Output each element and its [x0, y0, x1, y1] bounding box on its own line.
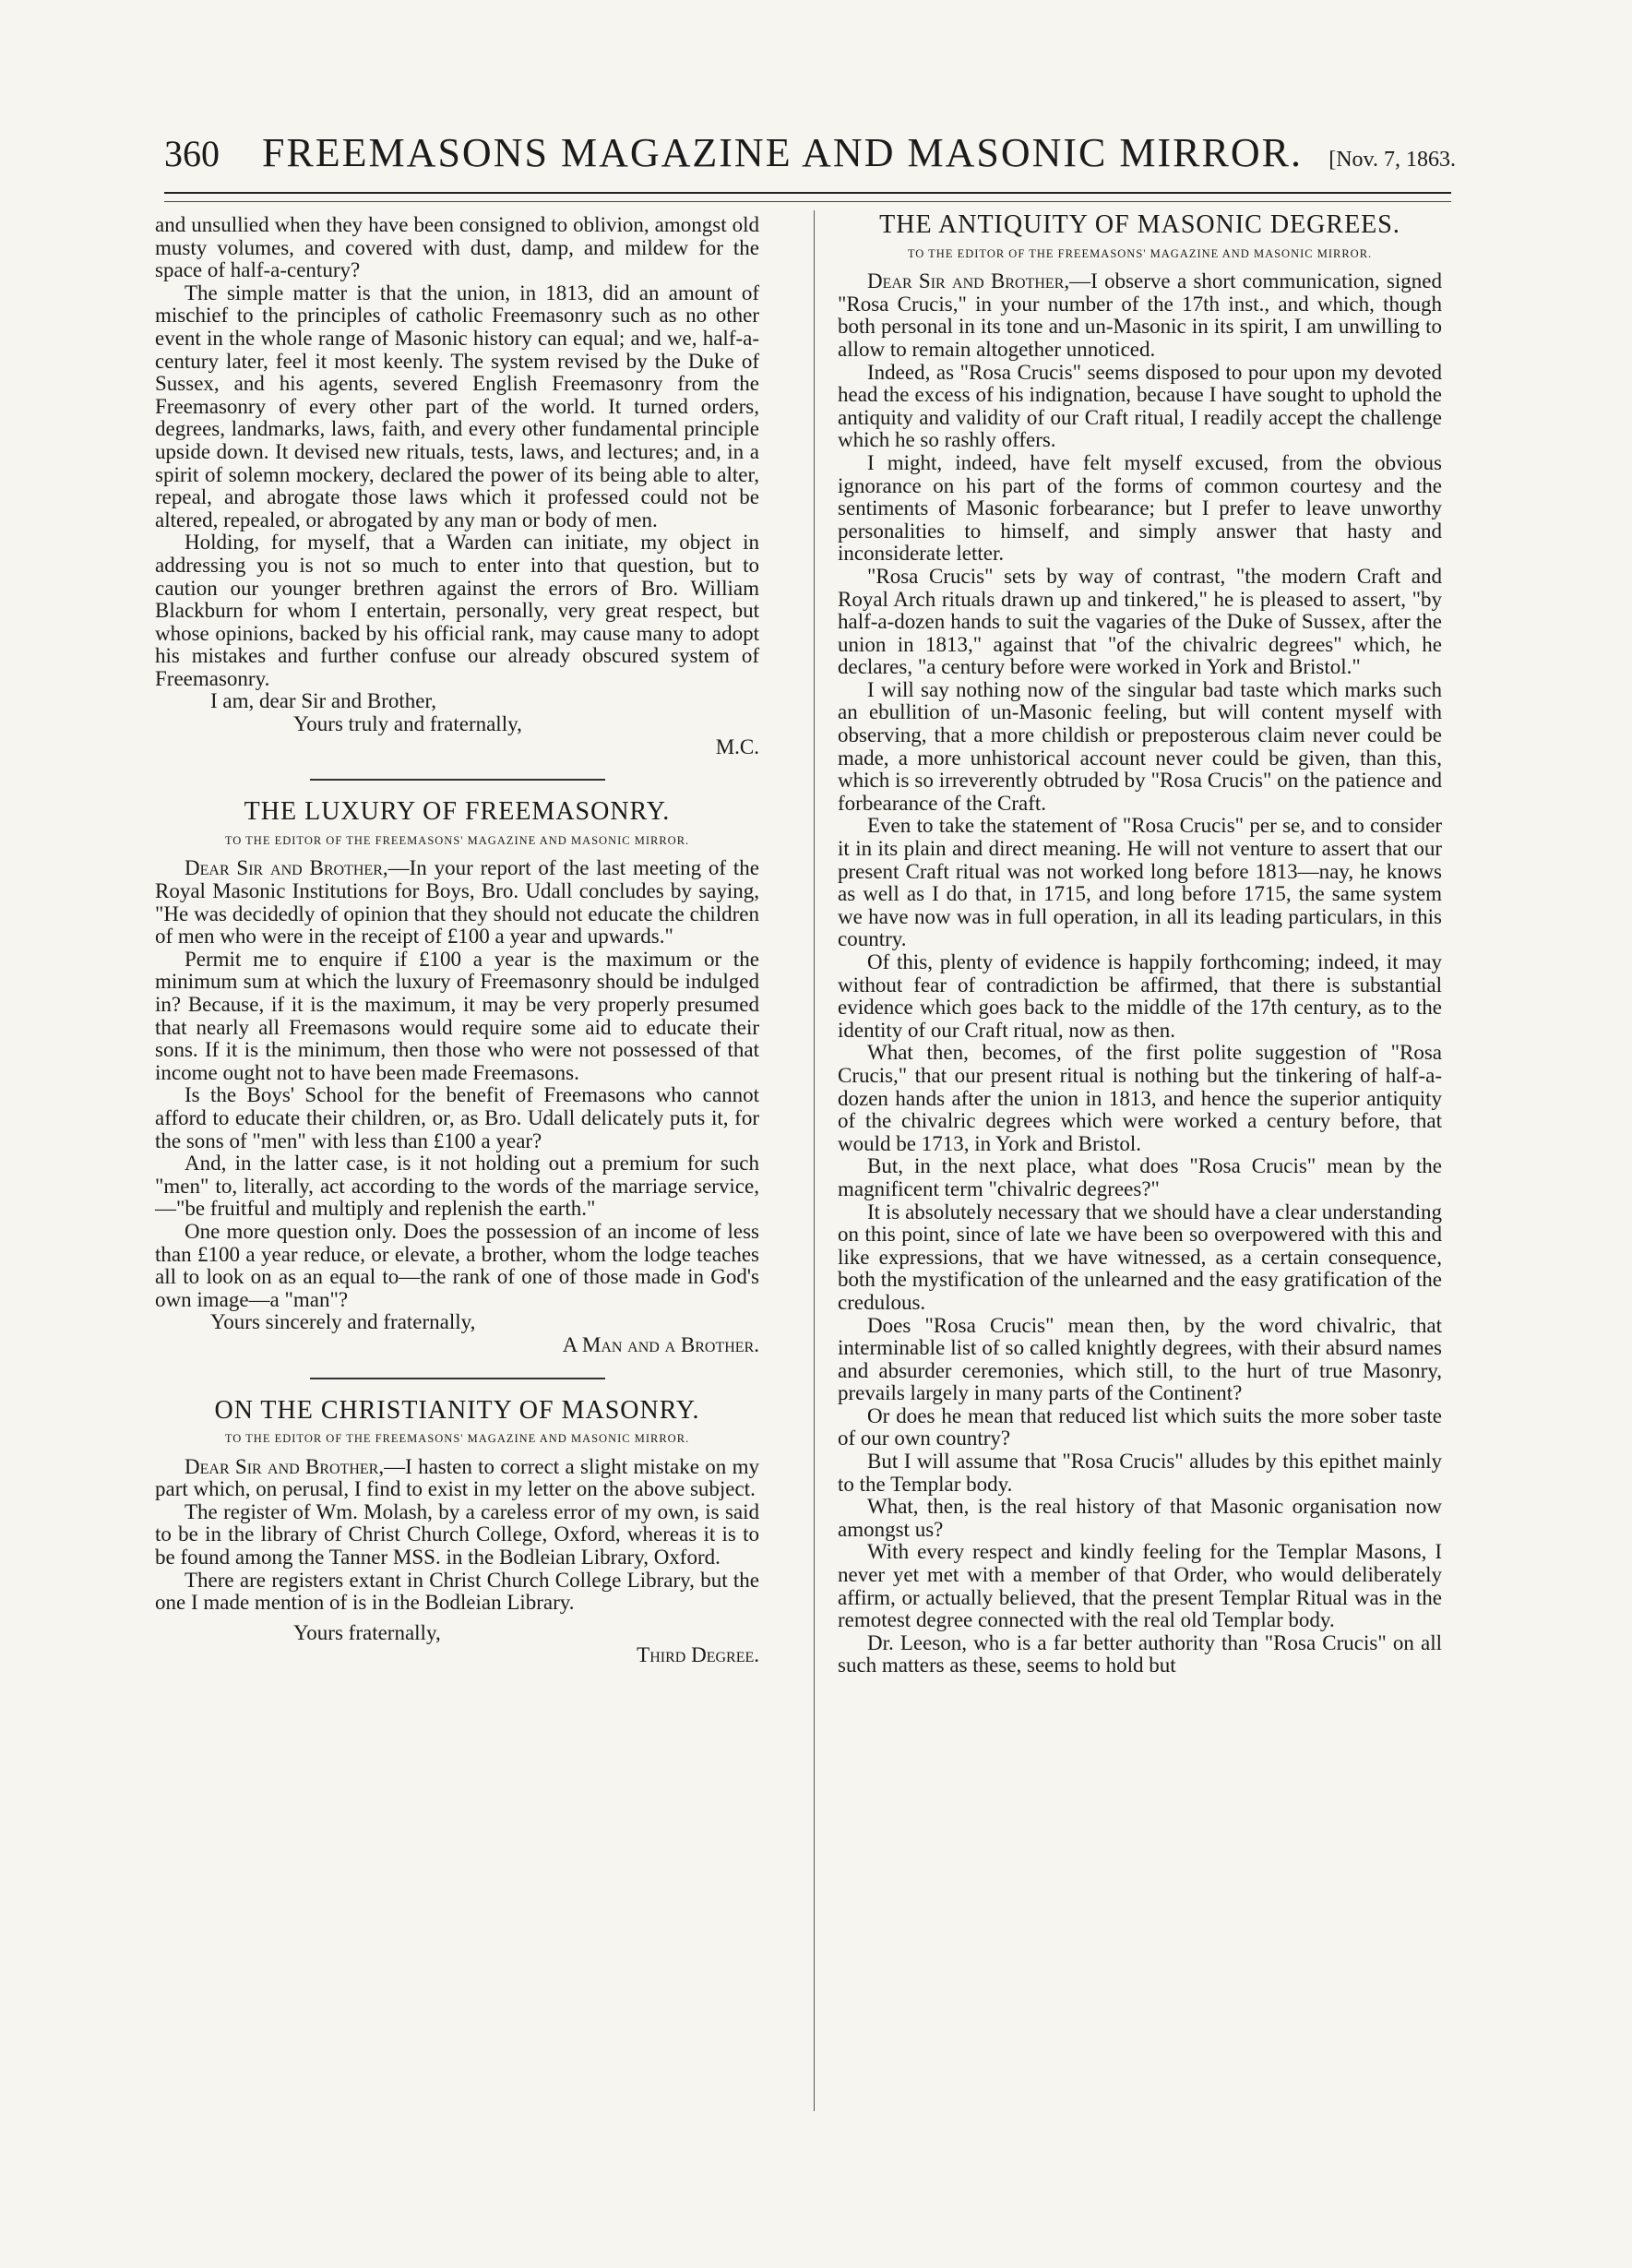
issue-date: [Nov. 7, 1863.	[1328, 148, 1456, 172]
paragraph: Dr. Leeson, who is a far better authority than "Rosa Crucis" on all such matters as these, seems to hold but	[838, 1630, 1442, 1677]
left-column	[155, 214, 759, 1667]
paragraph: Indeed, as "Rosa Crucis" seems disposed to pour upon my devoted head the excess of his indignation, because I have sought to uphold the antiquity and validity of our Craft ritual, I readily accept the challenge which he so rashly offers.	[838, 360, 1442, 452]
paragraph: Holding, for myself, that a Warden can initiate, my object in addressing you is not so much to enter into that question, but to caution our younger brethren against the errors of Bro. William Blackburn for whom I entertain, personally, very great respect, but whose opinions, backed by his official rank, may cause many to adopt his mistakes and further confuse our already obscured system of Freemasonry.	[155, 531, 759, 690]
article-title: THE ANTIQUITY OF MASONIC DEGREES.	[879, 210, 1400, 239]
signature: Third Degree.	[637, 1643, 759, 1667]
article-separator	[310, 1378, 605, 1379]
paragraph: One more question only. Does the possession of an income of less than £100 a year reduce, or elevate, a brother, whom the lodge teaches all to look on as an equal to—the rank of one of those made in God's own image—a "man"?	[155, 1219, 759, 1311]
salutation: Dear Sir and Brother,	[185, 1454, 385, 1478]
header-rule-thin	[164, 201, 1451, 202]
paragraph: Does "Rosa Crucis" mean then, by the word chivalric, that interminable list of so called knightly degrees, with their absurd names and absurder ceremonies, which still, to the hurt of true Masonry, prevails largely in many parts of the Continent?	[838, 1313, 1442, 1405]
article-title: ON THE CHRISTIANITY OF MASONRY.	[214, 1395, 700, 1425]
sign-off: Yours truly and fraternally,	[293, 712, 522, 736]
paragraph: I might, indeed, have felt myself excused, from the obvious ignorance on his part of the forms of common courtesy and the sentiments of Masonic forbearance; but I prefer to leave unworthy personalities to himself, and simply answer that hasty and inconsiderate letter.	[838, 450, 1442, 566]
header-rule	[164, 192, 1451, 194]
paragraph: And, in the latter case, is it not holding out a premium for such "men" to, literally, act according to the words of the marriage service,—"be fruitful and multiply and replenish the earth."	[155, 1152, 759, 1221]
paragraph: —I observe a short communication, signed "Rosa Crucis," in your number of the 17th inst., and which, though both personal in its tone and un-Masonic in its spirit, I am unwilling to allow to remain altogether unnoticed.	[838, 269, 1442, 361]
sign-off: Yours fraternally,	[293, 1620, 441, 1644]
paragraph: It is absolutely necessary that we should have a clear understanding on this point, since of late we have been so overpowered with this and like expressions, that we have witnessed, as a certain consequence, both the mystification of the unlearned and the easy gratification of the credulous.	[838, 1200, 1442, 1314]
page-number: 360	[164, 133, 220, 174]
sign-off: I am, dear Sir and Brother,	[210, 689, 436, 713]
article-addressee: TO THE EDITOR OF THE FREEMASONS' MAGAZINE AND MASONIC MIRROR.	[224, 1432, 690, 1446]
signature: A Man and a Brother.	[562, 1332, 759, 1356]
paragraph: But, in the next place, what does "Rosa Crucis" mean by the magnificent term "chivalric degrees?"	[838, 1154, 1442, 1200]
masthead: FREEMASONS MAGAZINE AND MASONIC MIRROR.	[261, 130, 1303, 175]
paragraph: The simple matter is that the union, in 1813, did an amount of mischief to the principles of catholic Freemasonry such as no other event in the whole range of Masonic history can equal; and we, half-a-century later, feel it most keenly. The system revised by the Duke of Sussex, and his agents, severed English Freemasonry from the Freemasonry of every other part of the world. It turned orders, degrees, landmarks, laws, faith, and every other fundamental principle upside down. It devised new rituals, tests, laws, and lectures; and, in a spirit of solemn mockery, declared the power of its being able to alter, repeal, and abrogate those laws which it professed could not be altered, repealed, or abrogated by any man or body of men.	[155, 281, 759, 531]
paragraph: Of this, plenty of evidence is happily forthcoming; indeed, it may without fear of contradiction be affirmed, that there is substantial evidence which goes back to the middle of the 17th century, as to the identity of our Craft ritual, now as then.	[838, 950, 1442, 1042]
paragraph: With every respect and kindly feeling for the Templar Masons, I never yet met with a member of that Order, who would deliberately affirm, or actually believed, that the present Templar Ritual was in the remotest degree connected with the real old Templar body.	[838, 1540, 1442, 1632]
salutation: Dear Sir and Brother,	[867, 269, 1070, 293]
article-addressee: TO THE EDITOR OF THE FREEMASONS' MAGAZINE AND MASONIC MIRROR.	[224, 833, 690, 847]
paragraph: Is the Boys' School for the benefit of Freemasons who cannot afford to educate their children, or, as Bro. Udall delicately puts it, for the sons of "men" with less than £100 a year?	[155, 1083, 759, 1152]
paragraph: I will say nothing now of the singular bad taste which marks such an ebullition of un-Masonic feeling, but will content myself with observing, that a more childish or preposterous claim never could be made, a more unhistorical account never could be given, than this, which is so irreverently obtruded by "Rosa Crucis" on the patience and forbearance of the Craft.	[838, 677, 1442, 815]
paragraph: But I will assume that "Rosa Crucis" alludes by this epithet mainly to the Templar body.	[838, 1450, 1442, 1496]
paragraph: Even to take the statement of "Rosa Crucis" per se, and to consider it in its plain and direct meaning. He will not venture to assert that our present Craft ritual was not worked long before 1813—nay, he knows as well as I do that, in 1715, and long before 1715, the same system we have now was in full operation, in all its leading particulars, in this country.	[838, 814, 1442, 951]
signature: M.C.	[715, 734, 759, 758]
paragraph: There are registers extant in Christ Church College Library, but the one I made mention of is in the Bodleian Library.	[155, 1568, 759, 1615]
paragraph: and unsullied when they have been consigned to oblivion, amongst old musty volumes, and covered with dust, damp, and mildew for the space of half-a-century?	[155, 213, 759, 282]
right-column	[838, 210, 1442, 1677]
sign-off: Yours sincerely and fraternally,	[210, 1310, 476, 1334]
paragraph: —I hasten to correct a slight mistake on my part which, on perusal, I find to exist in my letter on the above subject.	[155, 1454, 759, 1501]
paragraph: Permit me to enquire if £100 a year is the maximum or the minimum sum at which the luxury of Freemasonry should be indulged in? Because, if it is the maximum, it may be very properly presumed that nearly all Freemasons would require some aid to educate their sons. If it is the minimum, then those who were not possessed of that income ought not to have been made Freemasons.	[155, 947, 759, 1084]
paragraph: What then, becomes, of the first polite suggestion of "Rosa Crucis," that our present ritual is nothing but the tinkering of half-a-dozen hands after the union in 1813, and hence the superior antiquity of the chivalric degrees which were worked a century before, that would be 1713, in York and Bristol.	[838, 1041, 1442, 1155]
paragraph: "Rosa Crucis" sets by way of contrast, "the modern Craft and Royal Arch rituals drawn up and tinkered," he is pleased to assert, "by half-a-dozen hands to suit the vagaries of the Duke of Sussex, after the union in 1813," against that "of the chivalric degrees" which, he declares, "a century before were worked in York and Bristol."	[838, 564, 1442, 679]
paragraph: What, then, is the real history of that Masonic organisation now amongst us?	[838, 1495, 1442, 1541]
salutation: Dear Sir and Brother,	[185, 856, 388, 880]
column-divider	[814, 210, 815, 2111]
paragraph: The register of Wm. Molash, by a careless error of my own, is said to be in the library of Christ Church College, Oxford, whereas it is to be found among the Tanner MSS. in the Bodleian Library, Oxford.	[155, 1499, 759, 1570]
article-addressee: TO THE EDITOR OF THE FREEMASONS' MAGAZINE AND MASONIC MIRROR.	[907, 246, 1373, 260]
paragraph: Or does he mean that reduced list which suits the more sober taste of our own country?	[838, 1403, 1442, 1450]
paragraph: —In your report of the last meeting of the Royal Masonic Institutions for Boys, Bro. Udall concludes by saying, "He was decidedly of opinion that they should not educate the children of men who were in the receipt of £100 a year and upwards."	[155, 856, 760, 949]
page-header	[164, 129, 1456, 185]
article-title: THE LUXURY OF FREEMASONRY.	[244, 797, 671, 827]
article-separator	[310, 779, 605, 781]
